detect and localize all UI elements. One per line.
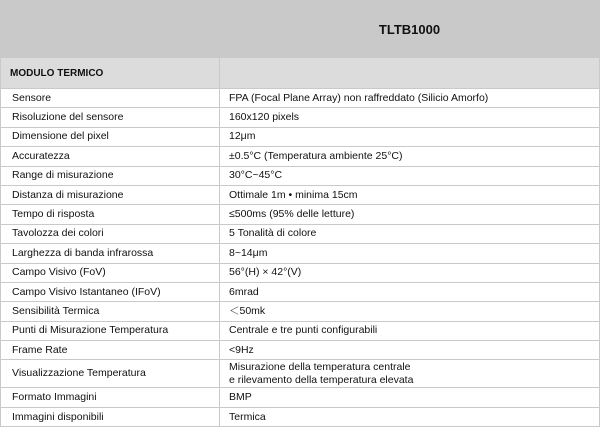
header-row bbox=[1, 1, 600, 58]
spec-row bbox=[1, 89, 600, 108]
spec-value: <9Hz bbox=[220, 341, 600, 360]
spec-row bbox=[1, 224, 600, 243]
spec-row bbox=[1, 282, 600, 301]
spec-row bbox=[1, 127, 600, 146]
spec-label: Range di misurazione bbox=[1, 166, 220, 185]
spec-value: Ottimale 1m • minima 15cm bbox=[220, 185, 600, 204]
spec-row bbox=[1, 388, 600, 407]
spec-label: Campo Visivo Istantaneo (IFoV) bbox=[1, 282, 220, 301]
spec-value-line-2: e rilevamento della temperatura elevata bbox=[229, 373, 414, 386]
spec-row bbox=[1, 147, 600, 166]
spec-value: 56°(H) × 42°(V) bbox=[220, 263, 600, 282]
spec-row bbox=[1, 407, 600, 426]
spec-value: ±0.5°C (Temperatura ambiente 25°C) bbox=[220, 147, 600, 166]
section-value bbox=[220, 58, 600, 89]
spec-value: 12μm bbox=[220, 127, 600, 146]
spec-row bbox=[1, 341, 600, 360]
spec-label: Sensibilità Termica bbox=[1, 302, 220, 321]
spec-label: Tempo di risposta bbox=[1, 205, 220, 224]
spec-value: 5 Tonalità di colore bbox=[220, 224, 600, 243]
spec-value: ≤500ms (95% delle letture) bbox=[220, 205, 600, 224]
header-corner bbox=[1, 1, 220, 58]
spec-row bbox=[1, 244, 600, 263]
spec-value: 6mrad bbox=[220, 282, 600, 301]
spec-label: Tavolozza dei colori bbox=[1, 224, 220, 243]
spec-label: Distanza di misurazione bbox=[1, 185, 220, 204]
spec-label: Risoluzione del sensore bbox=[1, 108, 220, 127]
section-title: MODULO TERMICO bbox=[1, 58, 220, 89]
spec-value: Termica bbox=[220, 407, 600, 426]
spec-label: Dimensione del pixel bbox=[1, 127, 220, 146]
section-row bbox=[1, 58, 600, 89]
spec-row bbox=[1, 166, 600, 185]
spec-label: Formato Immagini bbox=[1, 388, 220, 407]
spec-row bbox=[1, 185, 600, 204]
spec-label: Accuratezza bbox=[1, 147, 220, 166]
spec-label: Frame Rate bbox=[1, 341, 220, 360]
spec-value: 30°C~45°C bbox=[220, 166, 600, 185]
spec-label: Sensore bbox=[1, 89, 220, 108]
spec-label: Larghezza di banda infrarossa bbox=[1, 244, 220, 263]
spec-label: Punti di Misurazione Temperatura bbox=[1, 321, 220, 340]
spec-value: ＜50mk bbox=[220, 302, 600, 321]
spec-value: Centrale e tre punti configurabili bbox=[220, 321, 600, 340]
spec-row bbox=[1, 108, 600, 127]
spec-value: FPA (Focal Plane Array) non raffreddato (Silicio Amorfo) bbox=[220, 89, 600, 108]
spec-row bbox=[1, 321, 600, 340]
spec-label: Visualizzazione Temperatura bbox=[1, 360, 220, 388]
spec-label: Immagini disponibili bbox=[1, 407, 220, 426]
spec-value-line-1: Misurazione della temperatura centrale bbox=[229, 360, 411, 373]
model-title: TLTB1000 bbox=[220, 1, 600, 58]
spec-label: Campo Visivo (FoV) bbox=[1, 263, 220, 282]
spec-row bbox=[1, 263, 600, 282]
spec-row bbox=[1, 205, 600, 224]
spec-value: 160x120 pixels bbox=[220, 108, 600, 127]
spec-value bbox=[220, 360, 600, 388]
spec-row bbox=[1, 360, 600, 388]
spec-value: BMP bbox=[220, 388, 600, 407]
spec-value: 8~14μm bbox=[220, 244, 600, 263]
spec-row bbox=[1, 302, 600, 321]
